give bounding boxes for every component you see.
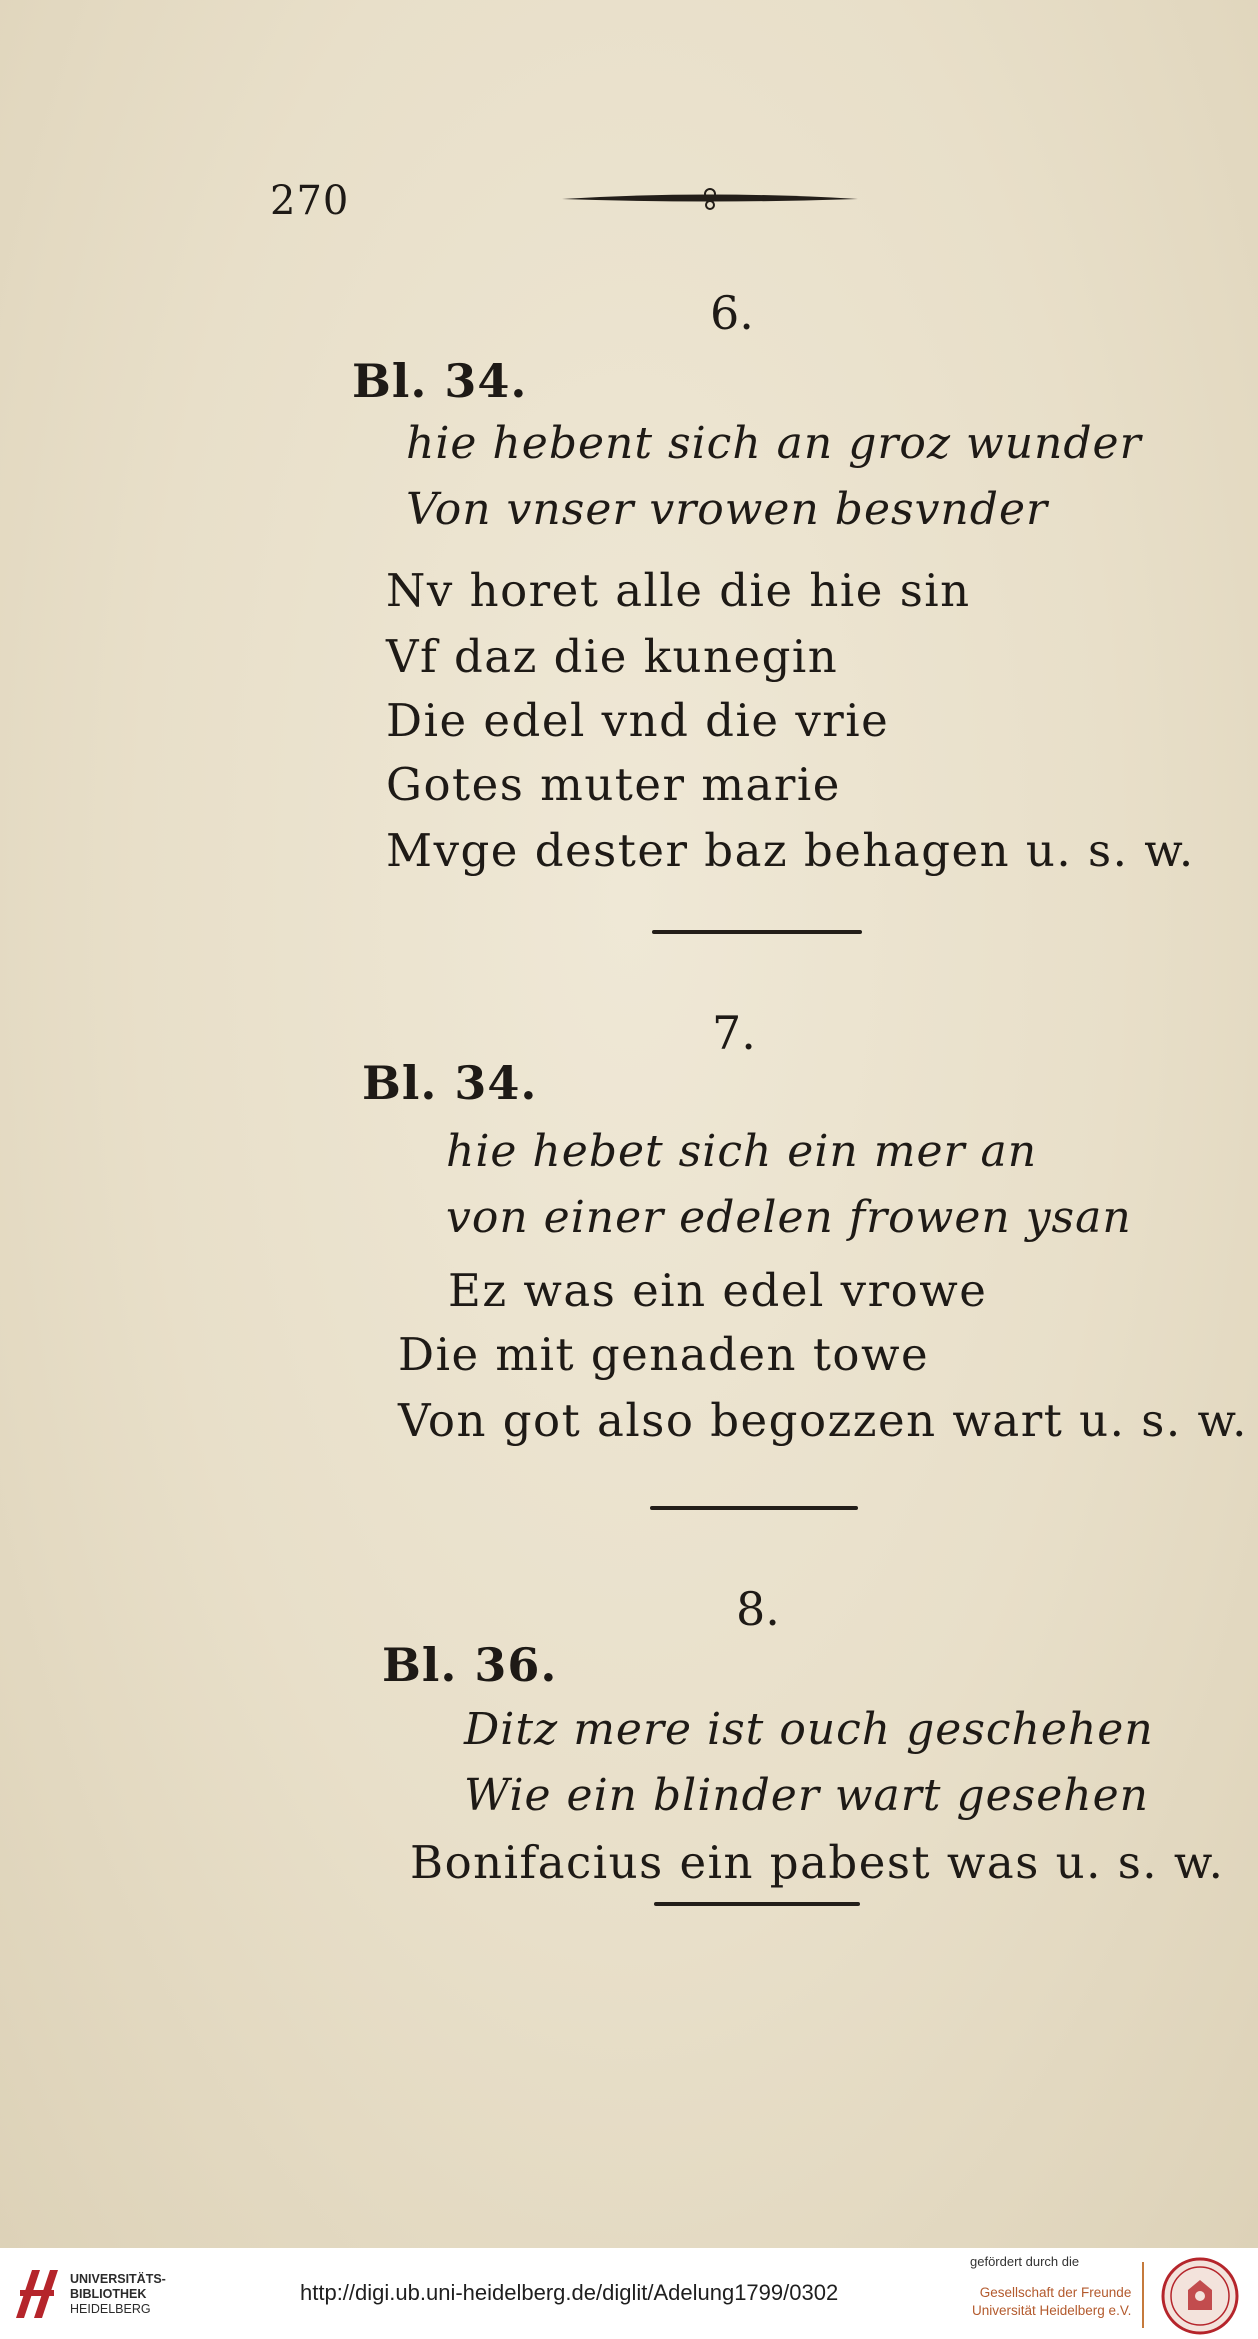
sponsor-caption: gefördert durch die [970,2254,1080,2269]
section-number: 7. [712,1006,756,1060]
section-number: 8. [736,1582,780,1636]
verse-line: Nv horet alle die hie sin [386,564,971,617]
section-divider [652,930,862,934]
verse-line: Von got also begozzen wart u. s. w. [398,1394,1248,1447]
page-number: 270 [270,178,350,224]
verse-line: Ez was ein edel vrowe [448,1264,988,1317]
verse-line: Die edel vnd die vrie [386,694,890,747]
verse-line: Gotes muter marie [386,758,841,811]
verse-line: Die mit genaden towe [398,1328,930,1381]
header-ornament [560,186,860,212]
section-number: 6. [710,286,754,340]
document-url-link[interactable]: http://digi.ub.uni-heidelberg.de/diglit/Adelung1799/0302 [300,2280,839,2305]
folio-reference: Bl. 34. [362,1056,538,1110]
sponsor-line: Universität Heidelberg e.V. [972,2303,1132,2318]
sponsor-name[interactable] [972,2284,1131,2320]
heading-line: Von vnser vrowen besvnder [406,484,1049,535]
heading-line: Ditz mere ist ouch geschehen [464,1704,1154,1755]
verse-line: Vf daz die kunegin [386,630,839,683]
heading-line: hie hebet sich ein mer an [446,1126,1038,1177]
heading-line: Wie ein blinder wart gesehen [464,1770,1149,1821]
university-library-logo-icon[interactable] [12,2266,62,2322]
verse-line: Bonifacius ein pabest was u. s. w. [410,1836,1225,1889]
folio-reference: Bl. 36. [382,1638,558,1692]
university-seal-icon [1160,2256,1240,2336]
folio-reference: Bl. 34. [352,354,528,408]
footer-separator [1142,2262,1144,2328]
library-name-line: BIBLIOTHEK [70,2287,147,2301]
library-name-line: HEIDELBERG [70,2302,151,2316]
section-divider [650,1506,858,1510]
library-name-line: UNIVERSITÄTS- [70,2272,166,2286]
heading-line: hie hebent sich an groz wunder [406,418,1142,469]
verse-line: Mvge dester baz behagen u. s. w. [386,824,1195,877]
sponsor-line: Gesellschaft der Freunde [979,2285,1132,2300]
library-name [70,2272,166,2317]
section-divider [654,1902,860,1906]
footer-bar [0,2248,1258,2339]
heading-line: von einer edelen frowen ysan [446,1192,1132,1243]
